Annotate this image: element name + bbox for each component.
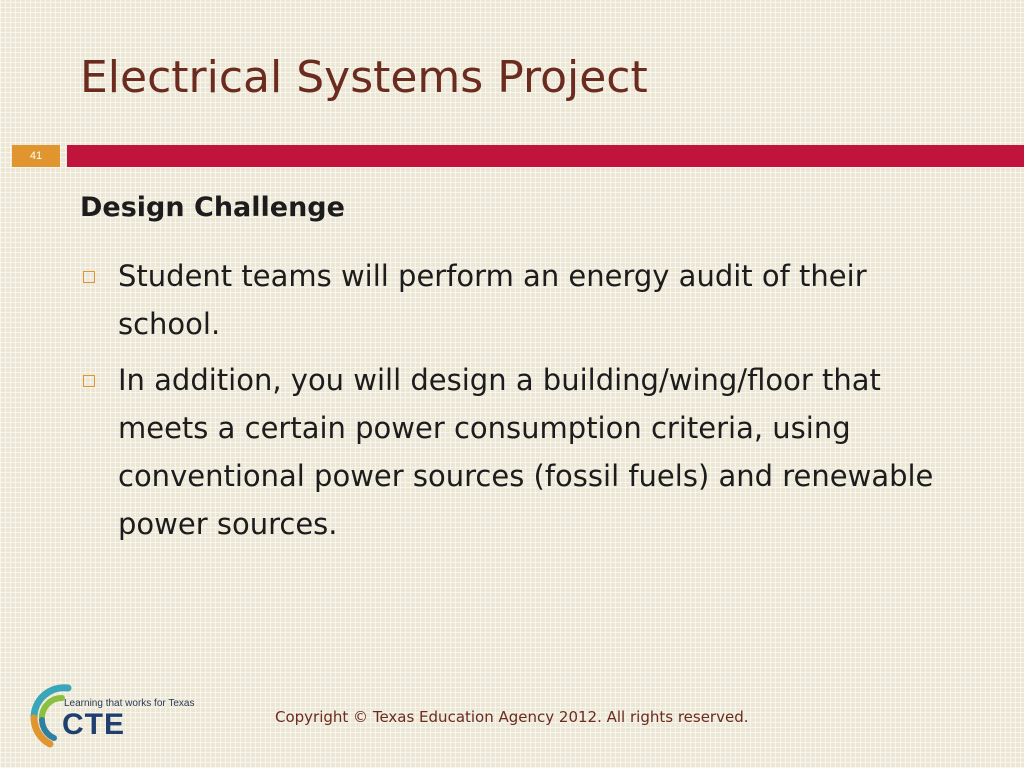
square-bullet-icon bbox=[83, 375, 95, 387]
bullet-list bbox=[80, 252, 960, 556]
logo-text: CTE bbox=[62, 708, 125, 741]
copyright-notice: Copyright © Texas Education Agency 2012. All rights reserved. bbox=[275, 708, 749, 726]
bullet-item bbox=[80, 356, 960, 548]
slide-title: Electrical Systems Project bbox=[80, 52, 648, 103]
logo-tagline: Learning that works for Texas bbox=[64, 698, 195, 709]
cte-logo bbox=[24, 674, 224, 754]
section-heading: Design Challenge bbox=[80, 192, 345, 223]
slide-number: 41 bbox=[12, 145, 60, 167]
bullet-item bbox=[80, 252, 960, 348]
square-bullet-icon bbox=[83, 271, 95, 283]
title-divider-bar bbox=[67, 145, 1024, 167]
bullet-text: In addition, you will design a building/wing/floor that meets a certain power consumption criteria, using conventional power sources (fossil fuels) and renewable power sources. bbox=[118, 363, 934, 541]
bullet-text: Student teams will perform an energy audit of their school. bbox=[118, 259, 867, 341]
